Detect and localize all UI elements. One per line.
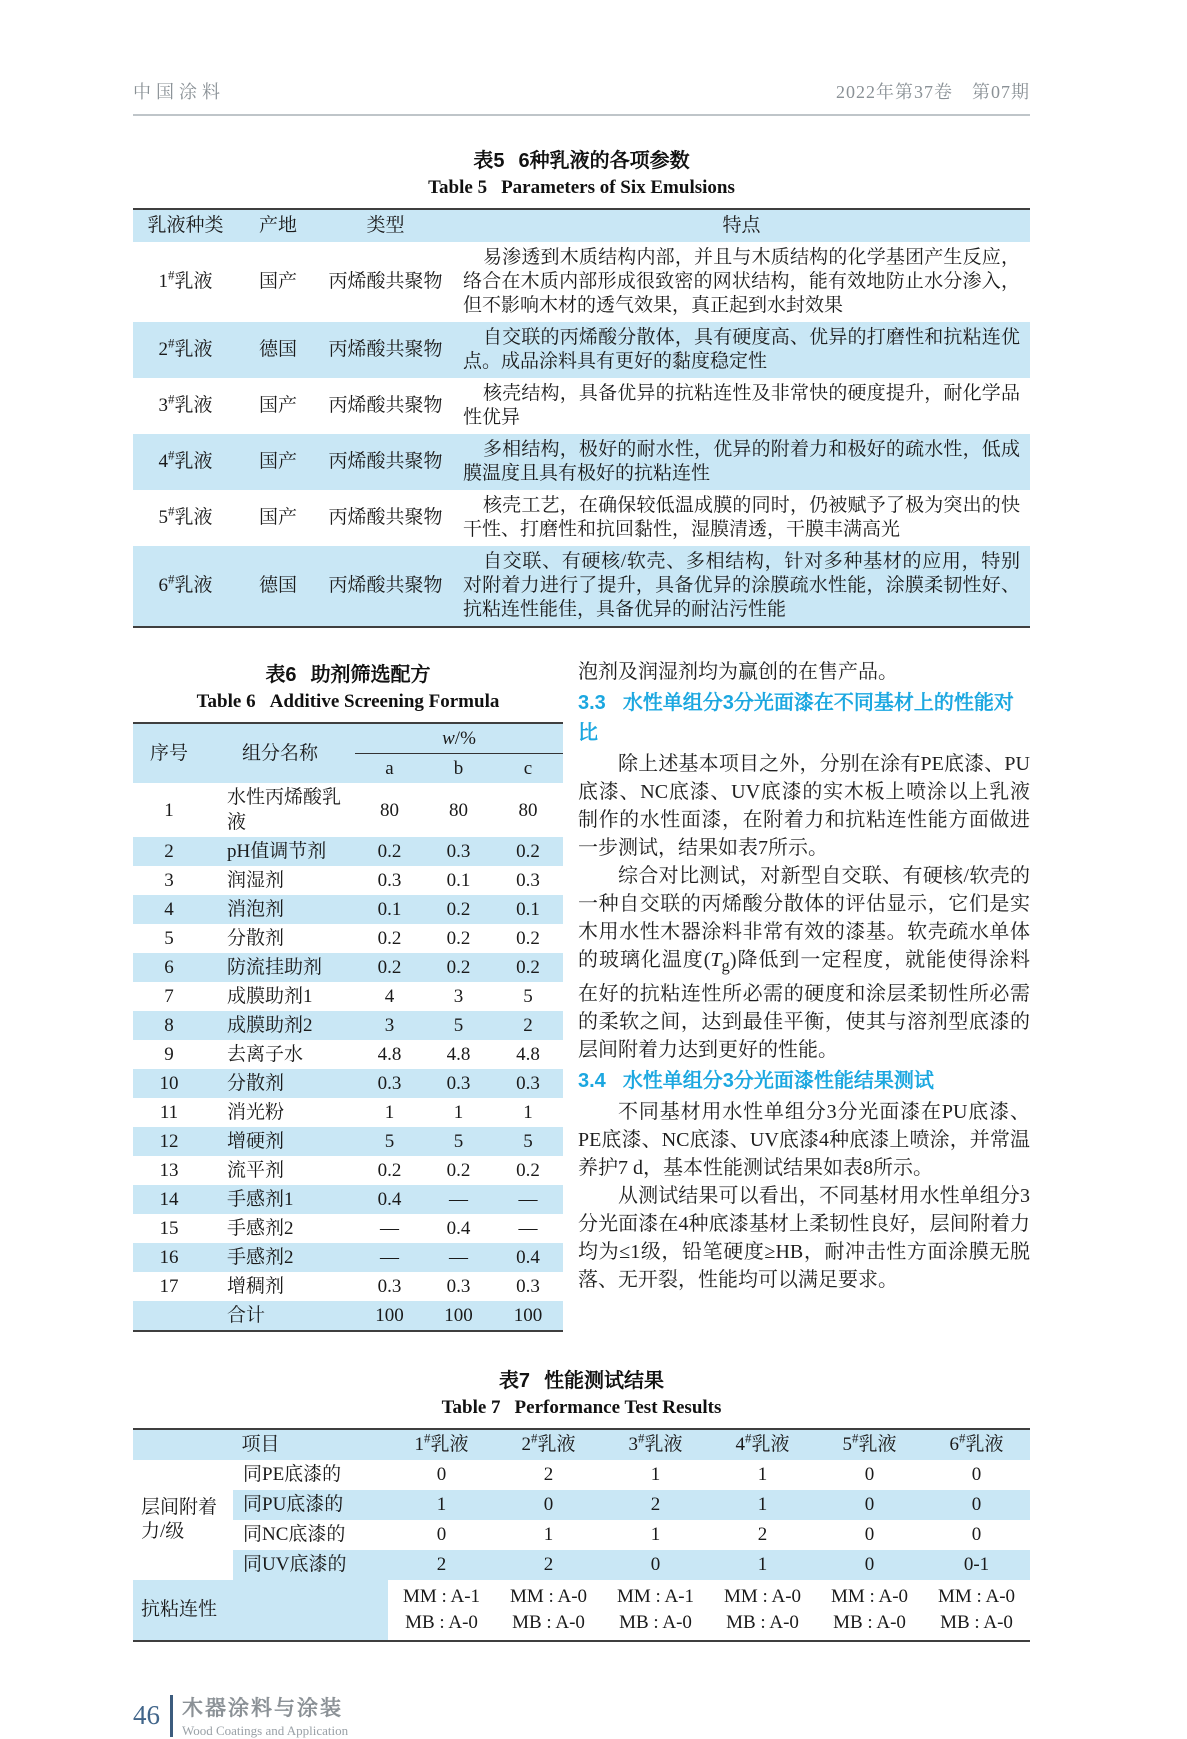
table5-row — [133, 378, 1030, 434]
table6-row — [133, 924, 563, 953]
table6-title-cn — [133, 658, 563, 687]
page-footer — [133, 1692, 1030, 1739]
row-no: 17 — [159, 1276, 179, 1297]
adhesion-value: 0-1 — [923, 1550, 1030, 1580]
table7-section — [133, 1364, 1030, 1642]
col-header-no: 序号 — [133, 723, 205, 783]
adhesion-value: 0 — [971, 1524, 982, 1545]
table5-body — [133, 242, 1030, 627]
footer-section-en: Wood Coatings and Application — [182, 1723, 349, 1738]
col-header-component: 组分名称 — [205, 723, 355, 783]
value-b: 5 — [424, 1127, 493, 1156]
row-no: 3 — [164, 870, 174, 891]
adhesion-row — [133, 1490, 1030, 1520]
value-a: 0.3 — [377, 870, 402, 891]
table7-title-en — [133, 1397, 1030, 1419]
emulsion-name: 4#乳液 — [133, 434, 238, 490]
adhesion-value: 0 — [816, 1550, 923, 1580]
footer-section — [182, 1692, 348, 1739]
table7-label-cn: 表7 — [498, 1370, 531, 1392]
table6-body — [133, 783, 563, 1331]
adhesion-value: 0 — [816, 1490, 923, 1520]
adhesion-value: 1 — [650, 1464, 661, 1485]
value-b: 0.2 — [424, 895, 493, 924]
table5-title-cn — [133, 144, 1030, 173]
col-header-b: b — [424, 754, 493, 784]
table7-caption-cn: 性能测试结果 — [544, 1370, 665, 1392]
value-b: 0.1 — [446, 870, 471, 891]
value-b: 0.3 — [446, 1276, 471, 1297]
component-name: pH值调节剂 — [205, 837, 355, 866]
paragraph: 泡剂及润湿剂均为赢创的在售产品。 — [578, 661, 898, 683]
adhesion-value: 0 — [923, 1490, 1030, 1520]
component-name: 分散剂 — [227, 928, 285, 949]
section-title: 水性单组分3分光面漆在不同基材上的性能对比 — [578, 692, 1014, 744]
value-a: 0.2 — [355, 953, 424, 982]
table6-row — [133, 1156, 563, 1185]
component-name: 手感剂1 — [205, 1185, 355, 1214]
paragraph: 综合对比测试，对新型自交联、有硬核/软壳的一种自交联的丙烯酸分散体的评估显示，它们是实木用水性木器涂料非常有效的漆基。软壳疏水单体的玻璃化温度$(T_g)$降低到一定程度，就能使得涂料在好的抗粘连性所必需的硬度和涂层柔韧性所必需的柔软之间，达到最佳平衡，使其与溶剂型底漆的层间附着力达到更好的性能。 — [578, 865, 1030, 1061]
section-title: 水性单组分3分光面漆性能结果测试 — [622, 1070, 934, 1092]
adhesion-value: 0 — [602, 1550, 709, 1580]
table7-caption-en: Performance Test Results — [514, 1397, 722, 1418]
value-a: 0.1 — [355, 895, 424, 924]
value-b: 0.3 — [424, 837, 493, 866]
additive-formula-table — [133, 722, 563, 1332]
table6-total-row — [133, 1301, 563, 1331]
col-header-item: 项目 — [133, 1429, 388, 1460]
antiblocking-row — [133, 1580, 1030, 1641]
emulsion-type: 丙烯酸共聚物 — [328, 395, 443, 416]
adhesion-value: 0 — [495, 1490, 602, 1520]
table6-caption-en: Additive Screening Formula — [269, 691, 500, 712]
table6-row — [133, 1185, 563, 1214]
antiblocking-label: 抗粘连性 — [133, 1580, 388, 1641]
paragraph: 除上述基本项目之外，分别在涂有PE底漆、PU底漆、NC底漆、UV底漆的实木板上喷涂以上乳液制作的水性面漆，在附着力和抗粘连性能方面做进一步测试，结果如表7所示。 — [578, 753, 1030, 859]
value-a: — — [355, 1243, 424, 1272]
value-c: — — [518, 1218, 538, 1239]
row-no: 9 — [164, 1044, 174, 1065]
adhesion-value: 0 — [971, 1464, 982, 1485]
adhesion-row — [133, 1550, 1030, 1580]
table7-header-row — [133, 1429, 1030, 1460]
emulsion-name: 3#乳液 — [158, 391, 213, 416]
emulsion-parameters-table — [133, 208, 1030, 628]
row-no: 10 — [133, 1069, 205, 1098]
substrate-label: 同UV底漆的 — [233, 1550, 388, 1580]
value-b: 0.2 — [424, 953, 493, 982]
table6-row — [133, 1098, 563, 1127]
value-a: 0.2 — [377, 928, 402, 949]
row-no — [133, 1301, 205, 1331]
value-c: 0.2 — [516, 928, 540, 949]
row-no: 16 — [133, 1243, 205, 1272]
emulsion-name: 5#乳液 — [158, 503, 213, 528]
table7-label-en: Table 7 — [441, 1397, 501, 1418]
table7-body — [133, 1460, 1030, 1641]
table6-row — [133, 982, 563, 1011]
col-header-wpercent: w/% — [355, 723, 563, 754]
emulsion-type: 丙烯酸共聚物 — [328, 271, 443, 292]
adhesion-value: 0 — [864, 1524, 875, 1545]
emulsion-column-header: 3#乳液 — [602, 1429, 709, 1460]
adhesion-row — [133, 1460, 1030, 1490]
table6-label-en: Table 6 — [196, 691, 256, 712]
total-value: 100 — [355, 1301, 424, 1331]
value-a: 5 — [355, 1127, 424, 1156]
emulsion-column-header: 2#乳液 — [495, 1429, 602, 1460]
value-c: 5 — [493, 1127, 563, 1156]
table6-row — [133, 837, 563, 866]
emulsion-column-header: 1#乳液 — [388, 1429, 495, 1460]
table5-caption-cn: 6种乳液的各项参数 — [518, 150, 690, 172]
antiblocking-value: MM : A-0 MB : A-0 — [937, 1586, 1016, 1633]
component-name: 去离子水 — [227, 1044, 304, 1065]
emulsion-origin: 国产 — [258, 395, 297, 416]
antiblocking-value: MM : A-0 MB : A-0 — [830, 1586, 909, 1633]
value-a: 0.3 — [377, 1276, 402, 1297]
value-b: 0.2 — [446, 1160, 471, 1181]
adhesion-value: 0 — [864, 1464, 875, 1485]
adhesion-value: 0 — [436, 1464, 447, 1485]
row-no: 1 — [164, 799, 174, 821]
emulsion-origin: 国产 — [258, 271, 297, 292]
table6-title-en — [133, 691, 563, 713]
value-a: 0.3 — [355, 1069, 424, 1098]
col-header-emulsion: 乳液种类 — [133, 209, 238, 242]
table6-header-row1 — [133, 723, 563, 754]
value-b: 1 — [453, 1102, 464, 1123]
table6-row — [133, 783, 563, 837]
value-b: — — [424, 1243, 493, 1272]
value-c: 0.2 — [493, 953, 563, 982]
table6-row — [133, 1127, 563, 1156]
component-name: 消泡剂 — [205, 895, 355, 924]
adhesion-value: 1 — [757, 1464, 768, 1485]
table6-row — [133, 1011, 563, 1040]
row-no: 11 — [159, 1102, 179, 1123]
row-no: 14 — [133, 1185, 205, 1214]
component-name: 手感剂2 — [205, 1243, 355, 1272]
emulsion-column-header: 4#乳液 — [709, 1429, 816, 1460]
table6-row — [133, 953, 563, 982]
emulsion-type: 丙烯酸共聚物 — [328, 507, 443, 528]
value-a: — — [380, 1218, 399, 1239]
adhesion-value: 1 — [388, 1490, 495, 1520]
value-b: — — [424, 1185, 493, 1214]
row-no: 7 — [164, 986, 174, 1007]
emulsion-feature: 多相结构，极好的耐水性，优异的附着力和极好的疏水性，低成膜温度且具有极好的抗粘连性 — [453, 434, 1030, 490]
value-c: 1 — [523, 1102, 533, 1123]
adhesion-value: 2 — [495, 1550, 602, 1580]
component-name: 分散剂 — [205, 1069, 355, 1098]
adhesion-group-label: 层间附着力/级 — [133, 1460, 233, 1580]
component-name: 水性丙烯酸乳液 — [227, 787, 342, 833]
paragraph: 从测试结果可以看出，不同基材用水性单组分3分光面漆在4种底漆基材上柔韧性良好，层间附着力均为≤1级，铅笔硬度≥HB，耐冲击性方面涂膜无脱落、无开裂，性能均可以满足要求。 — [578, 1185, 1030, 1291]
table5-caption-en: Parameters of Six Emulsions — [501, 177, 735, 198]
table6-row — [133, 1069, 563, 1098]
table5-label-cn: 表5 — [473, 150, 505, 172]
component-name: 消光粉 — [227, 1102, 285, 1123]
table6-caption-cn: 助剂筛选配方 — [310, 664, 431, 686]
value-b: 0.3 — [424, 1069, 493, 1098]
value-c: 4.8 — [516, 1044, 540, 1065]
adhesion-value: 2 — [757, 1524, 768, 1545]
component-name: 成膜助剂2 — [205, 1011, 355, 1040]
journal-name: 中国涂料 — [133, 82, 225, 102]
table6-row — [133, 1243, 563, 1272]
adhesion-value: 2 — [543, 1464, 554, 1485]
row-no: 6 — [133, 953, 205, 982]
row-no: 8 — [133, 1011, 205, 1040]
table6-row — [133, 1040, 563, 1069]
body-text-column — [578, 658, 1030, 1332]
value-c: — — [493, 1185, 563, 1214]
value-a: 0.2 — [377, 1160, 402, 1181]
table5-row — [133, 546, 1030, 627]
antiblocking-value: MM : A-1 MB : A-0 — [616, 1586, 695, 1633]
emulsion-feature: 易渗透到木质结构内部，并且与木质结构的化学基团产生反应，络合在木质内部形成很致密的网状结构，能有效地防止水分渗入，但不影响木材的透气效果，真正起到水封效果 — [463, 247, 1020, 316]
total-label: 合计 — [205, 1301, 355, 1331]
emulsion-feature: 自交联、有硬核/软壳、多相结构，针对多种基材的应用，特别对附着力进行了提升，具备优异的涂膜疏水性能，涂膜柔韧性好、抗粘连性能佳，具备优异的耐沾污性能 — [453, 546, 1030, 627]
row-no: 12 — [133, 1127, 205, 1156]
row-no: 5 — [164, 928, 174, 949]
row-no: 15 — [159, 1218, 179, 1239]
value-a: 3 — [355, 1011, 424, 1040]
emulsion-type: 丙烯酸共聚物 — [318, 434, 453, 490]
emulsion-column-header: 6#乳液 — [923, 1429, 1030, 1460]
section-number: 3.4 — [578, 1070, 606, 1092]
component-name: 流平剂 — [227, 1160, 285, 1181]
value-b: 0.4 — [446, 1218, 471, 1239]
component-name: 润湿剂 — [227, 870, 285, 891]
emulsion-origin: 国产 — [238, 434, 318, 490]
table6-row — [133, 895, 563, 924]
value-c: 0.2 — [516, 1160, 540, 1181]
adhesion-value: 1 — [543, 1524, 554, 1545]
value-b: 4.8 — [446, 1044, 471, 1065]
emulsion-name: 6#乳液 — [133, 546, 238, 627]
table5-header-row — [133, 209, 1030, 242]
col-header-type: 类型 — [318, 209, 453, 242]
value-b: 5 — [424, 1011, 493, 1040]
adhesion-value: 0 — [436, 1524, 447, 1545]
table5-section — [133, 144, 1030, 628]
col-header-feature: 特点 — [453, 209, 1030, 242]
value-c: 0.3 — [516, 1276, 540, 1297]
value-c: 0.3 — [516, 870, 540, 891]
value-b: 3 — [453, 986, 464, 1007]
value-a: 0.4 — [355, 1185, 424, 1214]
component-name: 手感剂2 — [227, 1218, 294, 1239]
emulsion-origin: 德国 — [238, 322, 318, 378]
value-a: 4 — [384, 986, 395, 1007]
value-c: 0.1 — [493, 895, 563, 924]
emulsion-name: 1#乳液 — [158, 267, 213, 292]
table6-section — [133, 658, 563, 1332]
value-a: 4.8 — [377, 1044, 402, 1065]
footer-divider — [170, 1695, 173, 1737]
table6-row — [133, 1214, 563, 1243]
adhesion-value: 1 — [709, 1550, 816, 1580]
adhesion-value: 1 — [709, 1490, 816, 1520]
issue-info: 2022年第37卷 第07期 — [836, 82, 1030, 102]
emulsion-origin: 国产 — [258, 507, 297, 528]
emulsion-origin: 德国 — [238, 546, 318, 627]
table7-title-cn — [133, 1364, 1030, 1393]
table5-title-en — [133, 177, 1030, 199]
antiblocking-value: MM : A-0 MB : A-0 — [723, 1586, 802, 1633]
table6-row — [133, 1272, 563, 1301]
page-header — [133, 78, 1030, 116]
row-no: 13 — [159, 1160, 179, 1181]
col-header-c: c — [493, 754, 563, 784]
emulsion-type: 丙烯酸共聚物 — [318, 322, 453, 378]
two-column-zone — [133, 658, 1030, 1332]
row-no: 4 — [133, 895, 205, 924]
row-no: 2 — [133, 837, 205, 866]
table6-row — [133, 866, 563, 895]
component-name: 增稠剂 — [227, 1276, 285, 1297]
value-c: 2 — [493, 1011, 563, 1040]
emulsion-type: 丙烯酸共聚物 — [318, 546, 453, 627]
performance-results-table — [133, 1428, 1030, 1642]
value-c: 80 — [518, 799, 538, 821]
value-c: 5 — [523, 986, 533, 1007]
table5-row — [133, 490, 1030, 546]
table5-label-en: Table 5 — [428, 177, 488, 198]
total-value: 100 — [493, 1301, 563, 1331]
emulsion-column-header: 5#乳液 — [816, 1429, 923, 1460]
emulsion-feature: 核壳工艺，在确保较低温成膜的同时，仍被赋予了极为突出的快干性、打磨性和抗回黏性，湿膜清透，干膜丰满高光 — [463, 495, 1020, 540]
emulsion-feature: 核壳结构，具备优异的抗粘连性及非常快的硬度提升，耐化学品性优异 — [463, 383, 1020, 428]
value-a: 0.2 — [355, 837, 424, 866]
col-header-origin: 产地 — [238, 209, 318, 242]
section-heading — [578, 1066, 1030, 1096]
total-value: 100 — [424, 1301, 493, 1331]
col-header-a: a — [355, 754, 424, 784]
component-name: 成膜助剂1 — [227, 986, 313, 1007]
adhesion-value: 1 — [650, 1524, 661, 1545]
value-b: 80 — [449, 799, 468, 821]
emulsion-name: 2#乳液 — [133, 322, 238, 378]
table5-row — [133, 434, 1030, 490]
table5-row — [133, 322, 1030, 378]
value-a: 80 — [380, 799, 399, 821]
adhesion-value: 2 — [388, 1550, 495, 1580]
value-b: 0.2 — [446, 928, 471, 949]
page-number: 46 — [133, 1700, 160, 1730]
adhesion-value: 2 — [602, 1490, 709, 1520]
value-c: 0.3 — [493, 1069, 563, 1098]
adhesion-row — [133, 1520, 1030, 1550]
value-c: 0.2 — [493, 837, 563, 866]
substrate-label: 同NC底漆的 — [243, 1524, 346, 1545]
component-name: 增硬剂 — [205, 1127, 355, 1156]
paragraph: 不同基材用水性单组分3分光面漆在PU底漆、PE底漆、NC底漆、UV底漆4种底漆上喷涂，并常温养护7 d，基本性能测试结果如表8所示。 — [578, 1101, 1030, 1179]
substrate-label: 同PU底漆的 — [233, 1490, 388, 1520]
section-number: 3.3 — [578, 692, 606, 714]
value-c: 0.4 — [493, 1243, 563, 1272]
substrate-label: 同PE底漆的 — [243, 1464, 342, 1485]
emulsion-feature: 自交联的丙烯酸分散体，具有硬度高、优异的打磨性和抗粘连优点。成品涂料具有更好的黏度稳定性 — [453, 322, 1030, 378]
table5-row — [133, 242, 1030, 322]
antiblocking-value: MM : A-0 MB : A-0 — [509, 1586, 588, 1633]
footer-section-cn: 木器涂料与涂装 — [182, 1697, 343, 1720]
section-heading — [578, 688, 1030, 748]
table6-label-cn: 表6 — [265, 664, 297, 686]
value-a: 1 — [384, 1102, 395, 1123]
antiblocking-value: MM : A-1 MB : A-0 — [402, 1586, 481, 1633]
component-name: 防流挂助剂 — [205, 953, 355, 982]
